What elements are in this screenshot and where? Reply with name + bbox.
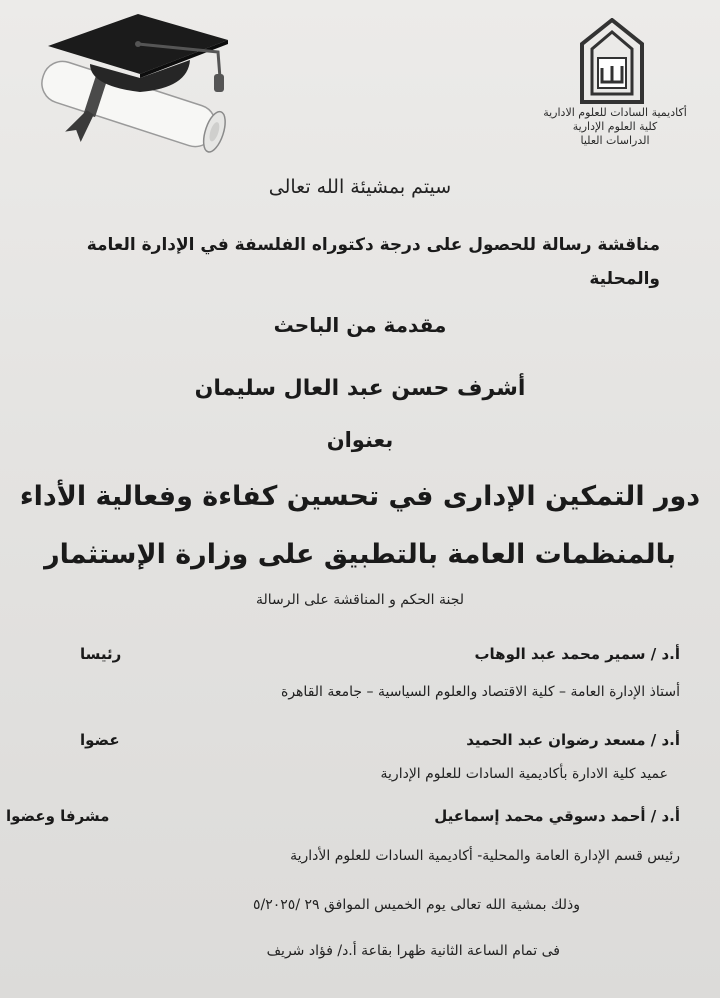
committee-member-role: عضوا bbox=[80, 731, 120, 749]
committee-member-role: رئيسا bbox=[80, 645, 122, 663]
committee-member-desc: أستاذ الإدارة العامة – كلية الاقتصاد والعلوم السياسية – جامعة القاهرة bbox=[280, 684, 680, 700]
committee-member-name: أ.د / أحمد دسوقي محمد إسماعيل bbox=[434, 807, 680, 825]
title-label: بعنوان bbox=[326, 428, 394, 452]
graduation-cap-icon bbox=[28, 8, 238, 158]
academy-logo-icon bbox=[576, 18, 648, 104]
thesis-title bbox=[0, 468, 720, 584]
committee-member-desc: رئيس قسم الإدارة العامة والمحلية- أكاديمية السادات للعلوم الأدارية bbox=[290, 848, 680, 864]
thesis-title-line-2: بالمنظمات العامة بالتطبيق على وزارة الإستثمار bbox=[44, 539, 676, 570]
date-line: وذلك بمشية الله تعالى يوم الخميس الموافق ٢٩ /٥/٢٠٢٥ bbox=[252, 897, 580, 913]
degree-line: مناقشة رسالة للحصول على درجة دكتوراه الفلسفة في الإدارة العامة والمحلية bbox=[86, 235, 660, 289]
institution-block bbox=[530, 106, 700, 148]
thesis-title-line-1: دور التمكين الإدارى في تحسين كفاءة وفعالية الأداء bbox=[19, 481, 701, 512]
committee-member-desc: عميد كلية الادارة بأكاديمية السادات للعلوم الإدارية bbox=[380, 766, 668, 782]
college-name: كلية العلوم الإدارية bbox=[572, 120, 658, 133]
committee-member-name: أ.د / مسعد رضوان عبد الحميد bbox=[466, 731, 680, 749]
time-location-line: فى تمام الساعة الثانية ظهرا بقاعة أ.د/ فؤاد شريف bbox=[266, 943, 560, 959]
presented-by-label: مقدمة من الباحث bbox=[273, 313, 447, 337]
academy-name: أكاديمية السادات للعلوم الادارية bbox=[543, 106, 687, 119]
department-name: الدراسات العليا bbox=[580, 134, 650, 147]
committee-member-role: مشرفا وعضوا bbox=[6, 807, 110, 825]
committee-member-name: أ.د / سمير محمد عبد الوهاب bbox=[474, 645, 680, 663]
opening-line: سيتم بمشيئة الله تعالى bbox=[268, 176, 452, 198]
committee-label: لجنة الحكم و المناقشة على الرسالة bbox=[255, 592, 465, 608]
researcher-name: أشرف حسن عبد العال سليمان bbox=[194, 376, 526, 401]
